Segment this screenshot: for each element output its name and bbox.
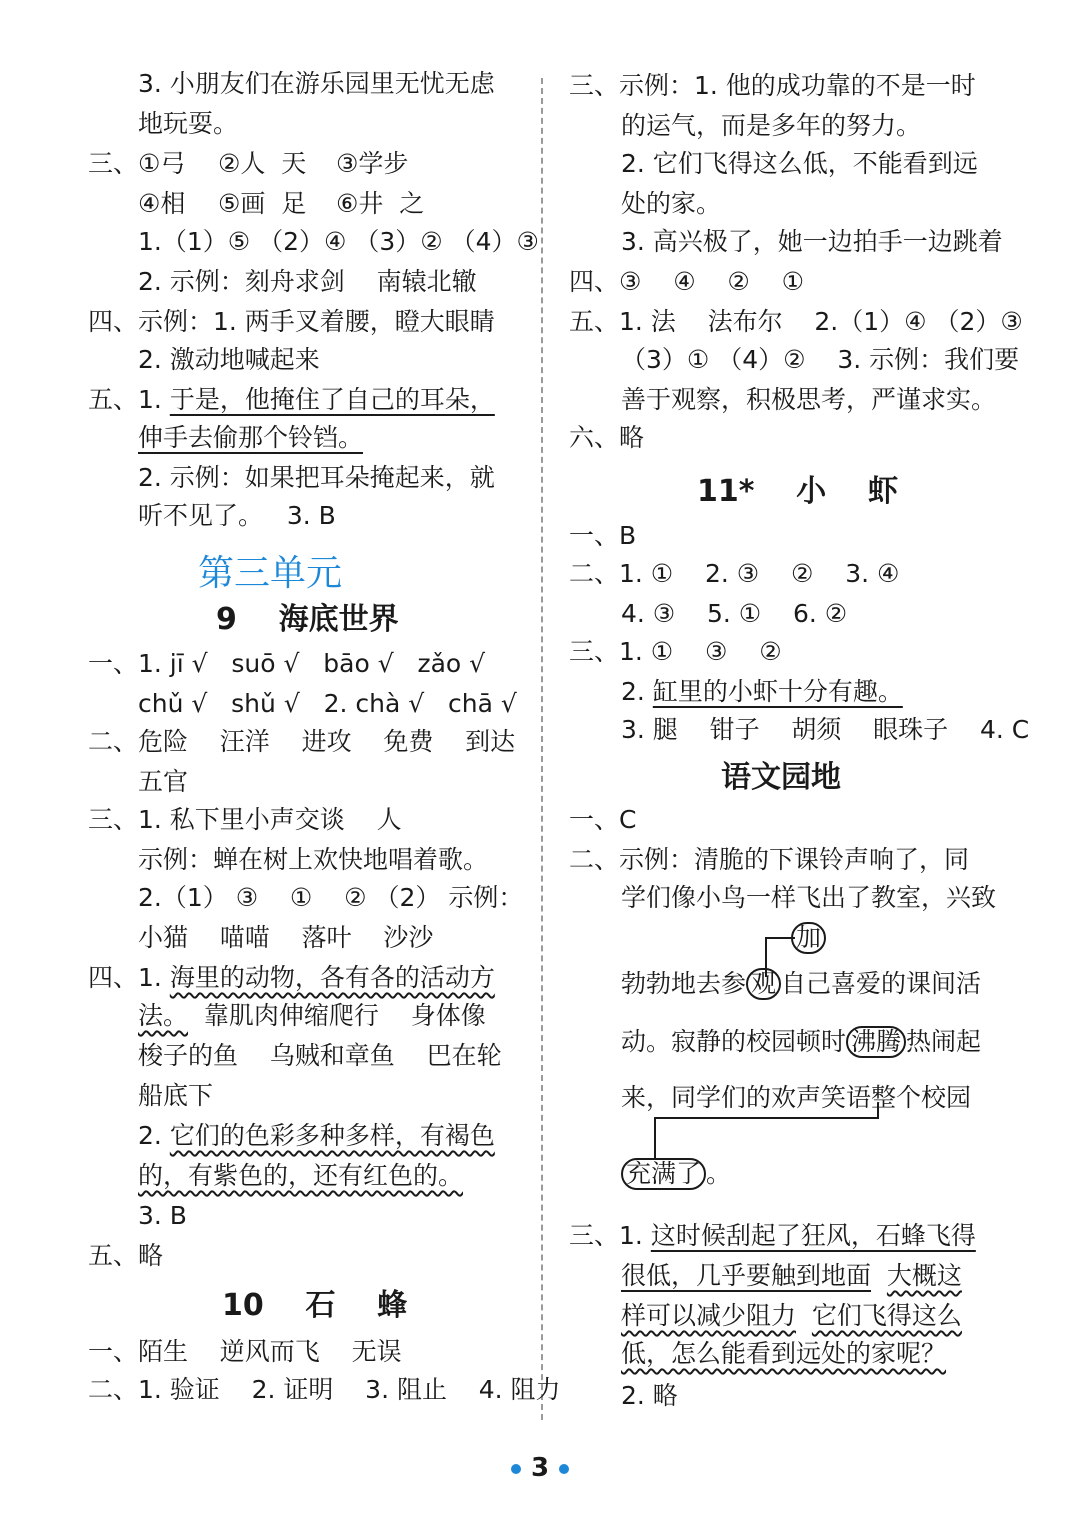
answer-line: 一、陌生 逆风而飞 无误: [88, 1337, 402, 1366]
lesson-title: 9 海底世界: [216, 602, 399, 637]
answer-line: 学们像小鸟一样飞出了教室，兴致: [621, 883, 997, 912]
answer-line: 2. 示例：刻舟求剑 南辕北辙: [138, 267, 477, 296]
answer-line: 勃勃地去参 观 自己喜爱的课间活: [621, 969, 982, 998]
answer-line: ④相: [138, 189, 186, 218]
answer-line: 2. 它们的色彩多种多样，有褐色: [138, 1121, 495, 1150]
answer-line: 充满了 。: [621, 1156, 731, 1192]
answer-line: 示例：蝉在树上欢快地唱着歌。: [138, 845, 489, 874]
section-title: 语文园地: [721, 760, 841, 795]
answer-line: （3）① （4）② 3. 示例：我们要: [621, 345, 1020, 374]
answer-line: 二、示例：清脆的下课铃声响了，同: [569, 845, 970, 874]
lesson-title: 10 石 蜂: [222, 1288, 408, 1323]
answer-line: 一、1. jī √ suō √ bāo √ zǎo √: [88, 649, 486, 678]
answer-line: 2.（1） ③ ① ② （2） 示例：: [138, 883, 524, 912]
answer-line: 4. ③ 5. ① 6. ②: [621, 599, 848, 628]
answer-line: ②人 天: [218, 149, 307, 178]
answer-line: 3. 高兴极了，她一边拍手一边跳着: [621, 227, 1003, 256]
answer-line: 三、1. 这时候刮起了狂风，石蜂飞得: [569, 1221, 976, 1250]
wavy-underlined-answer: 它们飞得这么: [811, 1301, 962, 1330]
answer-line: 六、略: [569, 423, 645, 452]
page-number: 3: [0, 1450, 1080, 1486]
answer-line: 1.（1）⑤ （2）④ （3）② （4）③: [138, 227, 539, 256]
answer-line: ⑥井 之: [336, 189, 425, 218]
answer-line: 四、示例：1. 两手叉着腰，瞪大眼睛: [88, 307, 495, 336]
answer-line: 梭子的鱼 乌贼和章鱼 巴在轮: [138, 1041, 502, 1070]
answer-line: 五、1. 法 法布尔 2.（1）④ （2）③: [569, 307, 1023, 336]
answer-line: 四、1. 海里的动物，各有各的活动方: [88, 963, 495, 992]
answer-line: 2. 它们飞得这么低，不能看到远: [621, 149, 978, 178]
underlined-answer: 缸里的小虾十分有趣。: [652, 677, 903, 706]
answer-line: 五官: [138, 767, 189, 796]
answer-line: 来，同学们的欢声笑语整个校园: [621, 1083, 972, 1112]
answer-line: 听不见了。 3. B: [138, 501, 336, 530]
insertion-mark: 加: [791, 920, 826, 956]
answer-line: 五、略: [88, 1241, 164, 1270]
answer-line: 3. 小朋友们在游乐园里无忧无虑: [138, 69, 495, 98]
underlined-answer: 很低，几乎要触到地面: [621, 1261, 872, 1290]
answer-line: 三、1. ① ③ ②: [569, 637, 782, 666]
answer-line: 三、①弓: [88, 149, 186, 178]
answer-line: 处的家。: [621, 189, 722, 218]
answer-line: ③学步: [336, 149, 409, 178]
answer-line: 善于观察，积极思考，严谨求实。: [621, 385, 997, 414]
wavy-underlined-answer: 大概这: [886, 1261, 962, 1290]
answer-line: 2. 略: [621, 1381, 678, 1410]
lesson-title: 11* 小 虾: [697, 474, 898, 509]
answer-line: chǔ √ shǔ √ 2. chà √ chā √: [138, 689, 517, 718]
answer-line: 2. 缸里的小虾十分有趣。: [621, 677, 903, 706]
underlined-answer: 这时候刮起了狂风，石蜂飞得: [650, 1221, 976, 1250]
answer-line: ⑤画 足: [218, 189, 307, 218]
wavy-underlined-answer: 低，怎么能看到远处的家呢？: [621, 1339, 947, 1368]
unit-title: 第三单元: [197, 553, 342, 594]
wavy-underlined-answer: 样可以减少阻力: [621, 1301, 797, 1330]
circled-word: 充满了: [621, 1158, 706, 1190]
answer-line: 四、③ ④ ② ①: [569, 267, 805, 296]
answer-line: 二、危险 汪洋 进攻 免费 到达: [88, 727, 516, 756]
answer-line: 小猫 喵喵 落叶 沙沙: [138, 923, 434, 952]
answer-line: 法。 靠肌肉伸缩爬行 身体像: [138, 1001, 486, 1030]
underlined-answer: 伸手去偷那个铃铛。: [138, 423, 364, 452]
answer-line: 动。寂静的校园顿时 沸腾 热闹起: [621, 1027, 982, 1056]
answer-line: 三、示例：1. 他的成功靠的不是一时: [569, 71, 976, 100]
answer-line: 3. B: [138, 1201, 187, 1230]
underlined-answer: 于是，他掩住了自己的耳朵，: [169, 385, 495, 414]
dot-icon: [559, 1464, 569, 1474]
move-connector-line: [655, 1103, 878, 1160]
answer-line: 二、1. ① 2. ③ ② 3. ④: [569, 559, 900, 588]
answer-line: 二、1. 验证 2. 证明 3. 阻止 4. 阻力: [88, 1375, 561, 1404]
wavy-underlined-answer: 法。: [138, 1001, 189, 1030]
answer-line: 一、B: [569, 521, 637, 550]
wavy-underlined-answer: 海里的动物，各有各的活动方: [169, 963, 495, 992]
insert-connector-line: [766, 938, 795, 977]
answer-line: 一、C: [569, 805, 637, 834]
answer-line: 2. 示例：如果把耳朵掩起来，就: [138, 463, 495, 492]
answer-line: 三、1. 私下里小声交谈 人: [88, 805, 402, 834]
circled-word: 沸腾: [846, 1026, 906, 1058]
answer-line: 3. 腿 钳子 胡须 眼珠子 4. C: [621, 715, 1030, 744]
answer-line: 2. 激动地喊起来: [138, 345, 320, 374]
answer-line: 地玩耍。: [138, 109, 239, 138]
wavy-underlined-answer: 它们的色彩多种多样，有褐色: [169, 1121, 495, 1150]
answer-line: 船底下: [138, 1081, 214, 1110]
circled-word: 观: [746, 968, 781, 1000]
answer-line: 的运气，而是多年的努力。: [621, 111, 922, 140]
answer-line: 五、1. 于是，他掩住了自己的耳朵，: [88, 385, 495, 414]
wavy-underlined-answer: 的，有紫色的，还有红色的。: [138, 1161, 464, 1190]
dot-icon: [511, 1464, 521, 1474]
